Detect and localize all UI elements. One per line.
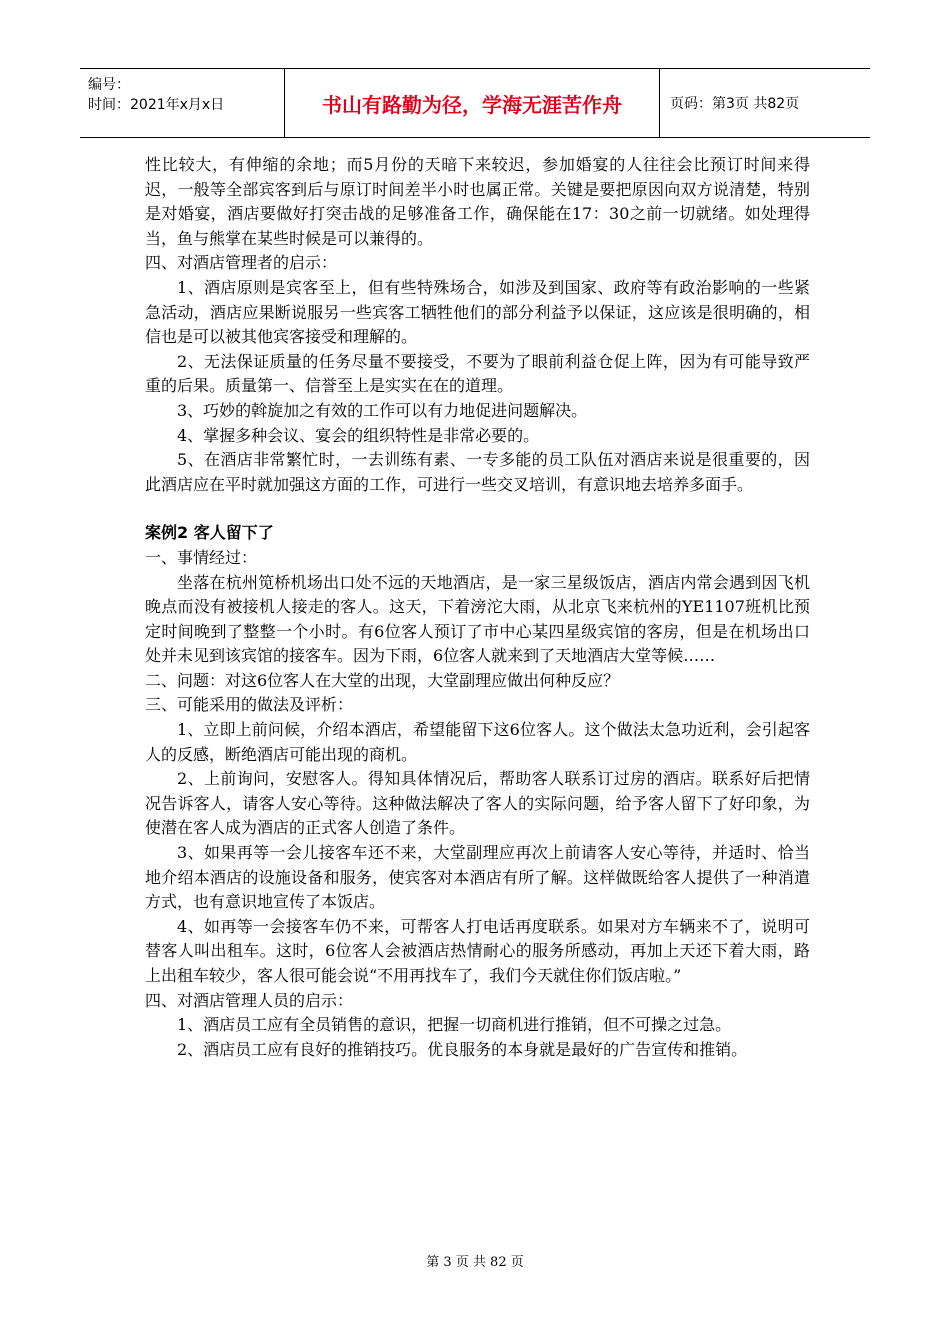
body-paragraph: 三、可能采用的做法及评析： <box>145 695 354 715</box>
body-paragraph: 一、事情经过： <box>145 547 258 567</box>
page-header <box>80 68 870 138</box>
page-footer: 第 3 页 共 82 页 <box>426 1255 524 1270</box>
body-paragraph: 3、如果再等一会儿接客车还不来，大堂副理应再次上前请客人安心等待，并适时、恰当地介绍本酒店的设施设备和服务，使宾客对本酒店有所了解。这样做既给客人提供了一种消遣方式，也有意识地宣传了本饭店。 <box>145 843 810 912</box>
body-paragraph: 5、在酒店非常繁忙时，一去训练有素、一专多能的员工队伍对酒店来说是很重要的，因此酒店应在平时就加强这方面的工作，可进行一些交叉培训，有意识地去培养多面手。 <box>145 450 810 494</box>
body-paragraph: 2、无法保证质量的任务尽量不要接受，不要为了眼前利益仓促上阵，因为有可能导致严重的后果。质量第一、信誉至上是实实在在的道理。 <box>145 351 810 396</box>
header-meta <box>80 69 285 137</box>
body-paragraph: 四、对酒店管理者的启示： <box>145 253 338 273</box>
body-paragraph: 4、掌握多种会议、宴会的组织特性是非常必要的。 <box>177 425 540 445</box>
body-paragraph: 1、酒店员工应有全员销售的意识，把握一切商机进行推销，但不可操之过急。 <box>177 1015 732 1035</box>
body-paragraph: 2、上前询问，安慰客人。得知具体情况后，帮助客人联系订过房的酒店。联系好后把情况告诉客人，请客人安心等待。这种做法解决了客人的实际问题，给予客人留下了好印象，为使潜在客人成为酒店的正式客人创造了条件。 <box>145 769 810 838</box>
document-date: 时间：2021年x月x日 <box>88 97 225 113</box>
body-paragraph: 性比较大，有伸缩的余地；而5月份的天暗下来较迟，参加婚宴的人往往会比预订时间来得迟，一般等全部宾客到后与原订时间差半小时也属正常。关键是要把原因向双方说清楚，特别是对婚宴，酒店要做好打突击战的足够准备工作，确保能在17：30之前一切就绪。如处理得当，鱼与熊掌在某些时候是可以兼得的。 <box>145 155 810 248</box>
body-paragraph: 坐落在杭州笕桥机场出口处不远的天地酒店，是一家三星级饭店，酒店内常会遇到因飞机晚点而没有被接机人接走的客人。这天，下着滂沱大雨，从北京飞来杭州的YE1107班机比预定时间晚到了整整一个小时。有6位客人预订了市中心某四星级宾馆的客房，但是在机场出口处并未见到该宾馆的接客车。因为下雨，6位客人就来到了天地酒店大堂等候…… <box>145 572 810 666</box>
body-paragraph: 1、立即上前问候，介绍本酒店，希望能留下这6位客人。这个做法太急功近利，会引起客人的反感，断绝酒店可能出现的商机。 <box>145 720 810 764</box>
body-paragraph: 4、如再等一会接客车仍不来，可帮客人打电话再度联系。如果对方车辆来不了，说明可替客人叫出租车。这时，6位客人会被酒店热情耐心的服务所感动，再加上天还下着大雨，路上出租车较少，客人很可能会说“不用再找车了，我们今天就住你们饭店啦。” <box>145 916 810 985</box>
document-number: 编号： <box>88 77 130 93</box>
body-paragraph: 2、酒店员工应有良好的推销技巧。优良服务的本身就是最好的广告宣传和推销。 <box>177 1039 748 1059</box>
case-heading: 案例2 客人留下了 <box>145 523 274 543</box>
body-paragraph: 3、巧妙的斡旋加之有效的工作可以有力地促进问题解决。 <box>177 400 588 420</box>
document-body <box>145 153 810 1062</box>
header-motto: 书山有路勤为径，学海无涯苦作舟 <box>285 69 660 137</box>
body-paragraph: 四、对酒店管理人员的启示： <box>145 990 354 1010</box>
header-page-info: 页码：第3页 共82页 <box>670 96 800 112</box>
body-paragraph: 1、酒店原则是宾客至上，但有些特殊场合，如涉及到国家、政府等有政治影响的一些紧急活动，酒店应果断说服另一些宾客工牺牲他们的部分利益予以保证，这应该是很明确的，相信也是可以被其他宾客接受和理解的。 <box>145 277 810 347</box>
body-paragraph: 二、问题：对这6位客人在大堂的出现，大堂副理应做出何种反应？ <box>145 670 620 690</box>
